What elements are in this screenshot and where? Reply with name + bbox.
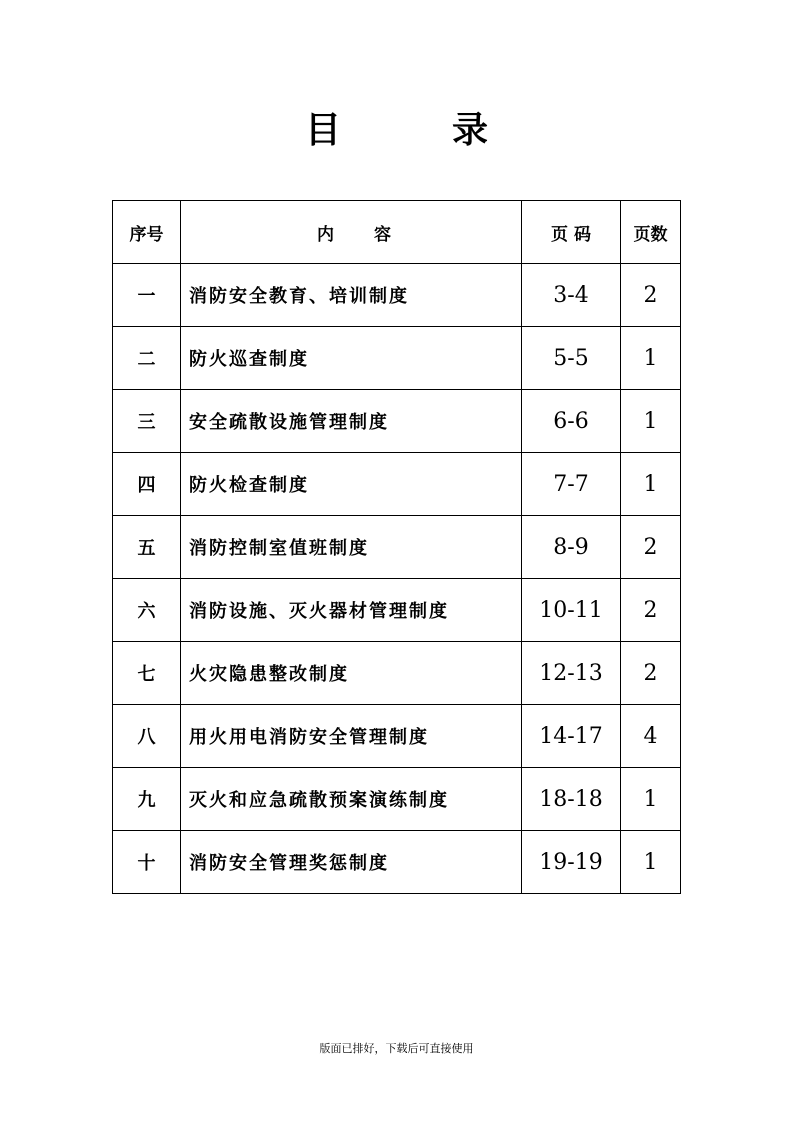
row-pages: 5-5 (522, 327, 621, 390)
table-row (113, 768, 681, 831)
row-content: 安全疏散设施管理制度 (181, 390, 522, 453)
table-row (113, 831, 681, 894)
title-char-1: 目 (305, 110, 342, 151)
table-row (113, 264, 681, 327)
row-index: 三 (113, 390, 181, 453)
row-content: 防火检查制度 (181, 453, 522, 516)
table-row (113, 516, 681, 579)
row-index: 四 (113, 453, 181, 516)
row-content: 消防设施、灭火器材管理制度 (181, 579, 522, 642)
row-index: 九 (113, 768, 181, 831)
row-index: 六 (113, 579, 181, 642)
table-row (113, 390, 681, 453)
row-pages: 6-6 (522, 390, 621, 453)
row-pages: 7-7 (522, 453, 621, 516)
row-content: 防火巡查制度 (181, 327, 522, 390)
row-count: 1 (621, 390, 681, 453)
header-pages: 页 码 (522, 201, 621, 264)
row-pages: 12-13 (522, 642, 621, 705)
table-row (113, 642, 681, 705)
row-content: 消防安全教育、培训制度 (181, 264, 522, 327)
row-index: 十 (113, 831, 181, 894)
table-row (113, 453, 681, 516)
row-index: 二 (113, 327, 181, 390)
row-index: 五 (113, 516, 181, 579)
row-count: 1 (621, 453, 681, 516)
row-content: 消防安全管理奖惩制度 (181, 831, 522, 894)
table-row (113, 327, 681, 390)
row-content: 消防控制室值班制度 (181, 516, 522, 579)
row-count: 2 (621, 579, 681, 642)
toc-table (112, 200, 681, 894)
row-count: 2 (621, 264, 681, 327)
row-index: 七 (113, 642, 181, 705)
row-pages: 19-19 (522, 831, 621, 894)
page-title (0, 106, 793, 156)
row-count: 1 (621, 831, 681, 894)
footer-note: 版面已排好，下载后可直接使用 (319, 1042, 474, 1055)
row-content: 灭火和应急疏散预案演练制度 (181, 768, 522, 831)
header-content: 内 容 (181, 201, 522, 264)
row-count: 1 (621, 768, 681, 831)
row-index: 八 (113, 705, 181, 768)
row-count: 1 (621, 327, 681, 390)
row-pages: 18-18 (522, 768, 621, 831)
table-header-row (113, 201, 681, 264)
row-count: 2 (621, 642, 681, 705)
row-content: 火灾隐患整改制度 (181, 642, 522, 705)
row-pages: 10-11 (522, 579, 621, 642)
row-count: 4 (621, 705, 681, 768)
header-count: 页数 (621, 201, 681, 264)
row-pages: 8-9 (522, 516, 621, 579)
table-row (113, 705, 681, 768)
row-pages: 3-4 (522, 264, 621, 327)
header-index: 序号 (113, 201, 181, 264)
row-pages: 14-17 (522, 705, 621, 768)
row-count: 2 (621, 516, 681, 579)
title-char-2: 录 (452, 110, 489, 151)
row-content: 用火用电消防安全管理制度 (181, 705, 522, 768)
row-index: 一 (113, 264, 181, 327)
table-row (113, 579, 681, 642)
